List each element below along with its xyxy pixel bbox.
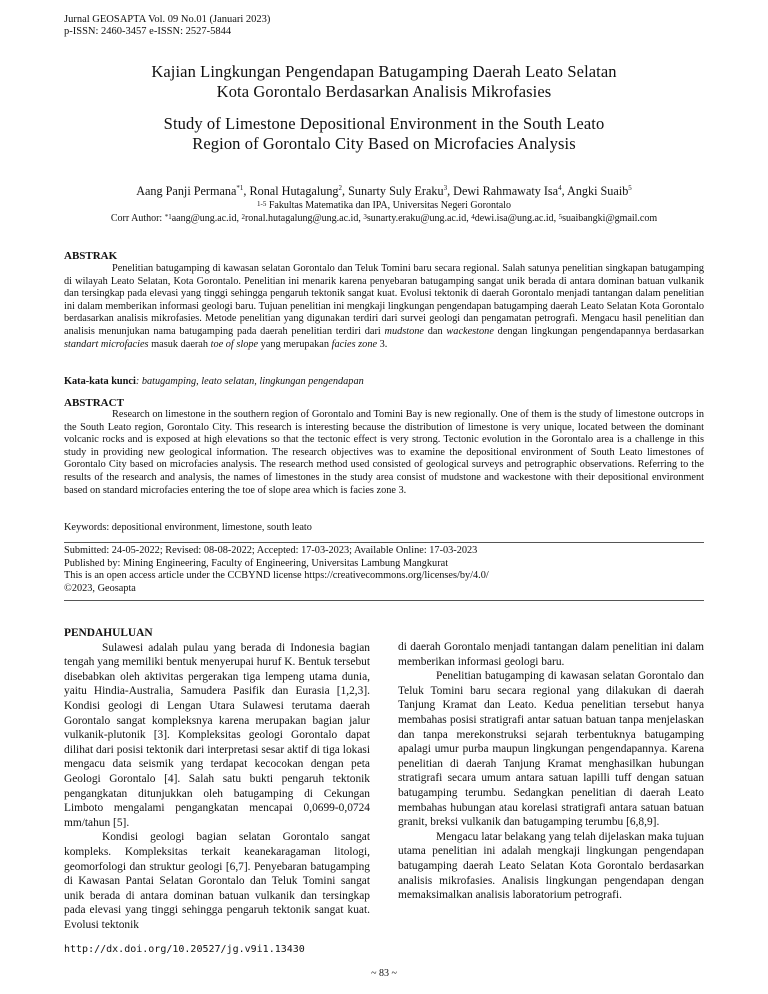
author: Angki Suaib — [567, 184, 629, 198]
journal-header — [64, 14, 270, 38]
submission-info — [64, 545, 489, 595]
author-sup: 3 — [443, 184, 448, 192]
author: Aang Panji Permana — [136, 184, 237, 198]
intro-paragraph: Penelitian batugamping di kawasan selatan Gorontalo dan Teluk Tomini baru secara regional yang dilakukan di daerah Tanjung Kramat dan Leato. Kedua penelitian tersebut hanya membahas posisi stratigrafi antar satuan batuan tanpa menjelaskan dan tanpa merekonstruksi sejarah terbentuknya batugamping apalagi umur purba maupun lingkungan pengendapannya. Karena penelitian di daerah Tanjung Kramat menghasilkan hubungan stratigrafi secara umum antara satuan lapilli tuff dengan satuan batugamping terumbu. Sedangkan penelitian di daerah Leato membahas hubungan atau korelasi stratigrafi antara satuan batuan granit, breksi vulkanik dan batugamping terumbu [6,8,9]. — [398, 670, 704, 829]
copyright: ©2023, Geosapta — [64, 582, 136, 594]
title-en-line-2: Region of Gorontalo City Based on Microfacies Analysis — [192, 134, 576, 153]
email-link[interactable]: ronal.hutagalung@ung.ac.id — [244, 213, 359, 224]
kata-kunci-label: Kata-kata kunci — [64, 376, 136, 387]
author-sup: *1 — [236, 184, 244, 192]
author: Ronal Hutagalung — [249, 184, 339, 198]
divider-bottom — [64, 600, 704, 601]
author: Dewi Rahmawaty Isa — [453, 184, 559, 198]
corresponding-authors: Corr Author: $^{*1}$aang@ung.ac.id, $^2$ronal.hutagalung@ung.ac.id, $^3$sunarty.eraku@ung.ac.id, $^4$dewi.isa@ung.ac.id, $^5$suaibangki@gmail.com — [110, 213, 658, 224]
left-column — [64, 626, 370, 932]
author-sup: 4 — [558, 184, 562, 192]
publisher: Published by: Mining Engineering, Faculty of Engineering, Universitas Lambung Mangkurat — [64, 557, 449, 569]
author-sup: 2 — [338, 184, 343, 192]
doi-link[interactable]: http://dx.doi.org/10.20527/jg.v9i1.13430 — [64, 944, 305, 955]
abstrak-body: Penelitian batugamping di kawasan selatan Gorontalo dan Teluk Tomini baru secara regional. Salah satunya penelitian singkapan batugamping di wilayah Leato Selatan, Kota Gorontalo. Penelitian ini menarik karena penyebaran batugamping sangat unik berada di antara dominan batuan vulkanik dan tersingkap pada elevasi yang tinggi sehingga pengaruh tektonik sangat kuat. Evolusi tektonik di daerah Gorontalo menjadi tantangan dalam penelitian ini dalam memberikan informasi geologi baru. Tujuan penelitian ini mengkaji lingkungan pengendapan batugamping daerah Leato Selatan Kota Gorontalo berdasarkan analisis mikrofasies. Metode penelitian yang digunakan terdiri dari survei geologi dan pengamatan petrografi. Mengacu hasil penelitian dan analisis menunjukan nama batugamping pada daerah penelitian terdiri dari mudstone dan wackestone dengan lingkungan pengendapannya berdasarkan standart microfacies masuk daerah toe of slope yang merupakan facies zone 3. — [64, 263, 705, 350]
email-link[interactable]: sunarty.eraku@ung.ac.id — [366, 213, 467, 224]
keywords: Keywords: depositional environment, limestone, south leato — [64, 522, 312, 533]
license[interactable]: This is an open access article under the CCBYND license https://creativecommons.org/licenses/by/4.0/ — [64, 570, 489, 581]
journal-issn: p-ISSN: 2460-3457 e-ISSN: 2527-5844 — [64, 26, 232, 37]
author: Sunarty Suly Eraku — [348, 184, 444, 198]
abstrak-heading: ABSTRAK — [64, 250, 118, 262]
intro-paragraph: Kondisi geologi bagian selatan Gorontalo sangat kompleks. Kompleksitas terkait keanekaragaman litologi, geomorfologi dan struktur geologi [6,7]. Penyebaran batugamping di Kawasan Pantai Selatan Gorontalo dan Teluk Tomini sangat unik berada di antara dominan batuan vulkanik dan tersingkap pada elevasi yang tinggi sehingga pengaruh tektonik sangat kuat. Evolusi tektonik — [64, 831, 370, 931]
corr-label: Corr Author: — [110, 213, 165, 224]
kata-kunci: Kata-kata kunci: batugamping, leato selatan, lingkungan pengendapan — [64, 376, 364, 387]
email-link[interactable]: suaibangki@gmail.com — [562, 213, 658, 224]
title-en-line-1: Study of Limestone Depositional Environment in the South Leato — [163, 114, 605, 133]
email-link[interactable]: aang@ung.ac.id — [171, 213, 237, 224]
abstract-body: Research on limestone in the southern region of Gorontalo and Tomini Bay is new regionally. One of them is the study of limestone outcrops in the South Leato region, Gorontalo City. This research is interesting because the distribution of limestone is very unique, located between the dominant volcanic rocks and is exposed at high elevations so that the tectonic effect is very strong. Tectonic evolution in the Gorontalo area is a challenge in this study in providing new geological information. The research objectives was to examine the depositional environment of South Leato limestones of Gorontalo City based on microfacies analysis. The research method used consisted of geological surveys and petrographic observations. Referring to the results of the research and analysis, the names of limestones in the study area consist of mudstone and wackestone with their depositional environment based on standard microfacies entering the toe of slope area which is facies zone 3. — [64, 409, 704, 496]
divider-top — [64, 542, 704, 543]
intro-paragraph: Sulawesi adalah pulau yang berada di Indonesia bagian tengah yang memiliki bentuk menyerupai huruf K. Bentuk tersebut disebabkan oleh aktivitas pergerakan tiga lempeng utama dunia, yaitu Hindia-Australia, Samudera Pasifik dan Eurasia [1,2,3]. Kondisi geologi di Lengan Utara Sulawesi terutama daerah Gorontalo sangat kompleksnya karena merupakan bagian jalur vulkanik-plutonik [3]. Kompleksitas geologi Gorontalo dapat dilihat dari posisi tektonik dari interpretasi sesar aktif di tiga lokasi mengacu data seismik yang terdapat kecocokan dengan peta Geologi Gorontalo [4]. Salah satu bukti pengaruh tektonik pengangkatan ditunjukkan oleh batugamping di Cekungan Limboto mengalami pengangkatan mencapai 0,0699-0,0724 mm/tahun [5]. — [64, 641, 370, 829]
page-number: ~ 83 ~ — [371, 968, 397, 979]
email-link[interactable]: dewi.isa@ung.ac.id — [474, 213, 554, 224]
author-list: Aang Panji Permana$^{*1}$, Ronal Hutagalung$^2$, Sunarty Suly Eraku$^3$, Dewi Rahmawaty Isa$^4$, Angki Suaib$^5$ — [136, 184, 632, 198]
intro-heading: PENDAHULUAN — [64, 627, 153, 639]
abstract-heading: ABSTRACT — [64, 397, 124, 409]
author-sup: 5 — [628, 184, 632, 192]
submission-dates: Submitted: 24-05-2022; Revised: 08-08-2022; Accepted: 17-03-2023; Available Online: 17-03-2023 — [64, 545, 478, 556]
intro-paragraph-continued: di daerah Gorontalo menjadi tantangan dalam penelitian ini dalam memberikan informasi geologi baru. — [398, 641, 704, 668]
intro-paragraph: Mengacu latar belakang yang telah dijelaskan maka tujuan utama penelitian ini adalah mengkaji lingkungan pengendapan batugamping daerah Leato Selatan Kota Gorontalo berdasarkan analisis mikrofasies. Analisis lingkungan pengendapan dengan memaksimalkan analisis laboratorium petrografi. — [398, 830, 704, 902]
journal-name: Jurnal GEOSAPTA Vol. 09 No.01 (Januari 2023) — [64, 14, 271, 25]
right-column — [398, 640, 704, 903]
title-english — [0, 114, 768, 154]
affiliation: $^{1-5}$ Fakultas Matematika dan IPA, Universitas Negeri Gorontalo — [257, 200, 511, 211]
title-id-line-2: Kota Gorontalo Berdasarkan Analisis Mikrofasies — [216, 82, 552, 101]
title-indonesian — [0, 62, 768, 102]
title-id-line-1: Kajian Lingkungan Pengendapan Batugamping Daerah Leato Selatan — [151, 62, 617, 81]
